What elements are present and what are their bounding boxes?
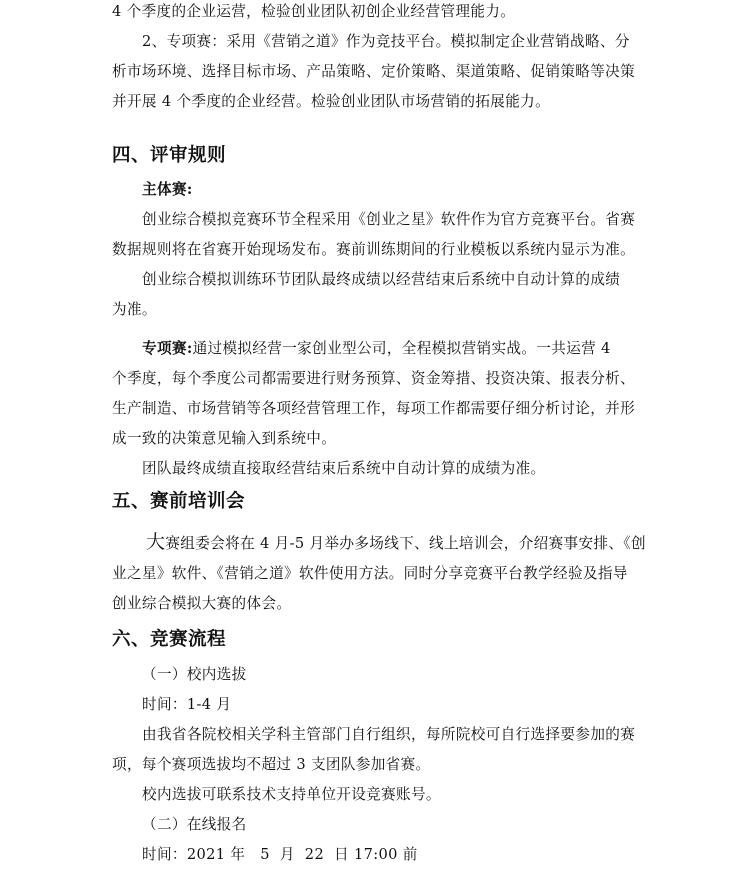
subsection-campus-selection: （一）校内选拔 (142, 666, 247, 683)
training-para-line1 (146, 531, 646, 554)
subsection-online-registration: （二）在线报名 (142, 816, 247, 833)
campus-para-line1: 由我省各院校相关学科主管部门自行组织，每所院校可自行选择要参加的赛 (142, 726, 636, 743)
rules-para1-line2: 数据规则将在省赛开始现场发布。赛前训练期间的行业模板以系统内显示为准。 (112, 241, 636, 258)
section-6-heading: 六、竞赛流程 (112, 629, 227, 650)
intro-line-4: 并开展 4 个季度的企业经营。检验创业团队市场营销的拓展能力。 (112, 93, 551, 110)
section-4-heading: 四、评审规则 (112, 145, 227, 166)
training-line1-rest: 赛组委会将在 4 月-5 月举办多场线下、线上培训会，介绍赛事安排、《创 (165, 535, 646, 552)
special-contest-text: 通过模拟经营一家创业型公司，全程模拟营销实战。一共运营 4 (192, 340, 611, 357)
special-para-line3: 生产制造、市场营销等各项经营管理工作，每项工作都需要仔细分析讨论，并形 (112, 400, 636, 417)
training-first-char: 大 (146, 531, 166, 553)
special-contest-label: 专项赛: (142, 340, 193, 357)
campus-para-line2: 项，每个赛项选拔均不超过 3 支团队参加省赛。 (112, 756, 431, 773)
special-para-line2: 个季度，每个季度公司都需要进行财务预算、资金筹措、投资决策、报表分析、 (112, 370, 636, 387)
section-5-heading: 五、赛前培训会 (112, 491, 246, 512)
training-para-line3: 创业综合模拟大赛的体会。 (112, 595, 292, 612)
special-para-line4: 成一致的决策意见输入到系统中。 (112, 430, 337, 447)
rules-para2-line2: 为准。 (112, 301, 157, 318)
main-contest-label: 主体赛: (142, 181, 193, 198)
intro-line-1: 4 个季度的企业运营，检验创业团队初创企业经营管理能力。 (112, 3, 516, 20)
intro-line-2: 2、专项赛：采用《营销之道》作为竞技平台。模拟制定企业营销战略、分 (142, 33, 630, 50)
rules-para4: 团队最终成绩直接取经营结束后系统中自动计算的成绩为准。 (142, 460, 546, 477)
special-contest-line1 (142, 339, 642, 359)
registration-time: 时间：2021 年 5 月 22 日 17:00 前 (142, 846, 418, 863)
training-para-line2: 业之星》软件、《营销之道》软件使用方法。同时分享竞赛平台教学经验及指导 (112, 565, 628, 582)
campus-para2: 校内选拔可联系技术支持单位开设竞赛账号。 (142, 786, 441, 803)
rules-para1-line1: 创业综合模拟竞赛环节全程采用《创业之星》软件作为官方竞赛平台。省赛 (142, 211, 636, 228)
rules-para2-line1: 创业综合模拟训练环节团队最终成绩以经营结束后系统中自动计算的成绩 (142, 271, 621, 288)
intro-line-3: 析市场环境、选择目标市场、产品策略、定价策略、渠道策略、促销策略等决策 (112, 63, 636, 80)
campus-selection-time: 时间：1-4 月 (142, 696, 232, 713)
